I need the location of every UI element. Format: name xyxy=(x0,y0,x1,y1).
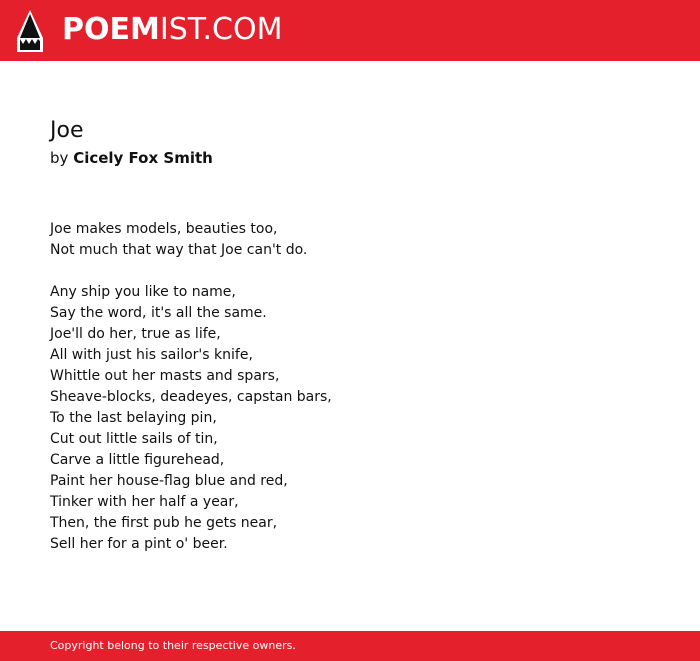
poem-line: Then, the first pub he gets near, xyxy=(50,515,278,531)
poem-line: To the last belaying pin, xyxy=(50,410,217,426)
site-footer xyxy=(0,631,700,661)
poem-heading xyxy=(50,116,650,169)
poem-line: All with just his sailor's knife, xyxy=(50,347,253,363)
poem-line: Sell her for a pint o' beer. xyxy=(50,536,228,552)
pencil-logo-icon[interactable] xyxy=(17,10,43,52)
poem-stanza xyxy=(50,282,650,555)
poem-title: Joe xyxy=(50,118,84,143)
author-name: Cicely Fox Smith xyxy=(73,149,213,167)
poem-line: Cut out little sails of tin, xyxy=(50,431,218,447)
poem-stanza xyxy=(50,219,650,261)
poem-line: Joe'll do her, true as life, xyxy=(50,326,221,342)
poem-line: Tinker with her half a year, xyxy=(50,494,239,510)
poem-line: Sheave-blocks, deadeyes, capstan bars, xyxy=(50,389,332,405)
site-logo[interactable] xyxy=(62,10,282,50)
poem-line: Any ship you like to name, xyxy=(50,284,236,300)
poem-line: Say the word, it's all the same. xyxy=(50,305,267,321)
logo-bold-text: POEM xyxy=(62,12,160,47)
copyright-text: Copyright belong to their respective owners. xyxy=(50,639,296,652)
poem-line: Not much that way that Joe can't do. xyxy=(50,242,308,258)
poem-line: Paint her house-flag blue and red, xyxy=(50,473,288,489)
byline xyxy=(50,147,650,169)
poem-line: Carve a little figurehead, xyxy=(50,452,225,468)
poem-line: Whittle out her masts and spars, xyxy=(50,368,280,384)
logo-light-text: IST.COM xyxy=(159,12,283,47)
poem-body xyxy=(50,219,650,576)
by-label: by xyxy=(50,149,69,167)
site-header xyxy=(0,0,700,61)
poem-line: Joe makes models, beauties too, xyxy=(50,221,278,237)
